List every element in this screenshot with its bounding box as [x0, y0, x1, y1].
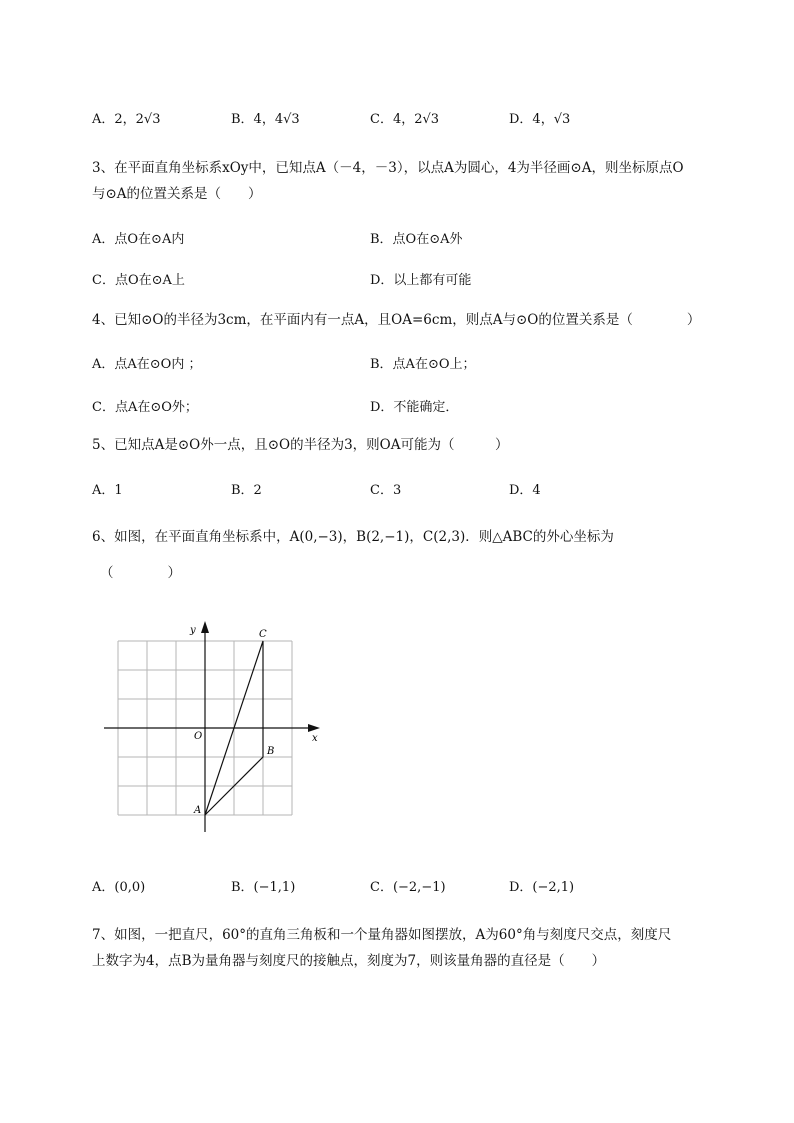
x-axis-arrow-icon — [308, 724, 320, 732]
question-7-stem — [92, 922, 772, 974]
q2-option-b: B．4，4√3 — [231, 112, 300, 127]
q2-option-a: A．2，2√3 — [92, 112, 161, 127]
q4-option-d: D．不能确定． — [370, 400, 459, 415]
question-7-line-2: 上数字为4，点B为量角器与刻度尺的接触点，刻度为7，则该量角器的直径是（ ） — [92, 953, 606, 969]
q6-option-a: A．(0,0) — [92, 880, 146, 895]
question-6-line-1: 6、如图，在平面直角坐标系中，A(0,−3)，B(2,−1)，C(2,3)．则△ABC的外心坐标为 — [92, 529, 614, 545]
question-4-line-1: 4、已知⊙O的半径为3cm，在平面内有一点A，且OA=6cm，则点A与⊙O的位置关系是（ ） — [92, 312, 701, 328]
q3-option-b: B．点O在⊙A外 — [370, 232, 463, 247]
question-6-stem — [92, 524, 772, 550]
x-axis-label: x — [312, 733, 318, 744]
y-axis-arrow-icon — [201, 621, 209, 633]
q4-option-a: A．点A在⊙O内 ； — [92, 357, 202, 372]
question-3-stem — [92, 155, 772, 207]
point-c-label: C — [259, 629, 267, 640]
question-5-stem — [92, 432, 772, 458]
q4-option-b: B．点A在⊙O上； — [370, 357, 476, 372]
q5-option-b: B．2 — [231, 483, 262, 498]
question-7-line-1: 7、如图，一把直尺，60°的直角三角板和一个量角器如图摆放，A为60°角与刻度尺交点，刻度尺 — [92, 927, 672, 943]
q4-option-c: C．点A在⊙O外； — [92, 400, 198, 415]
q2-option-c: C．4，2√3 — [370, 112, 440, 127]
q5-option-c: C．3 — [370, 483, 402, 498]
q5-option-a: A．1 — [92, 483, 123, 498]
point-a-label: A — [194, 805, 202, 816]
q6-option-d: D．(−2,1) — [509, 880, 575, 895]
question-4-stem — [92, 307, 772, 333]
q6-option-c: C．(−2,−1) — [370, 880, 446, 895]
question-3-line-2: 与⊙A的位置关系是（ ） — [92, 186, 262, 202]
q5-option-d: D．4 — [509, 483, 541, 498]
point-b-label: B — [267, 746, 275, 757]
question-3-line-1: 3、在平面直角坐标系xOy中，已知点A（－4，－3），以点A为圆心，4为半径画⊙A，则坐标原点O — [92, 160, 684, 176]
question-6-answer-bracket: （ ） — [100, 565, 181, 581]
q6-option-b: B．(−1,1) — [231, 880, 296, 895]
y-axis-label: y — [190, 625, 196, 636]
q3-option-a: A．点O在⊙A内 — [92, 232, 185, 247]
q3-option-c: C．点O在⊙A上 — [92, 273, 185, 288]
q3-option-d: D．以上都有可能 — [370, 273, 472, 288]
q2-option-d: D．4，√3 — [509, 112, 571, 127]
question-5-line-1: 5、已知点A是⊙O外一点，且⊙O的半径为3，则OA可能为（ ） — [92, 437, 509, 453]
origin-label: O — [194, 731, 203, 742]
coordinate-grid-figure — [96, 616, 328, 838]
